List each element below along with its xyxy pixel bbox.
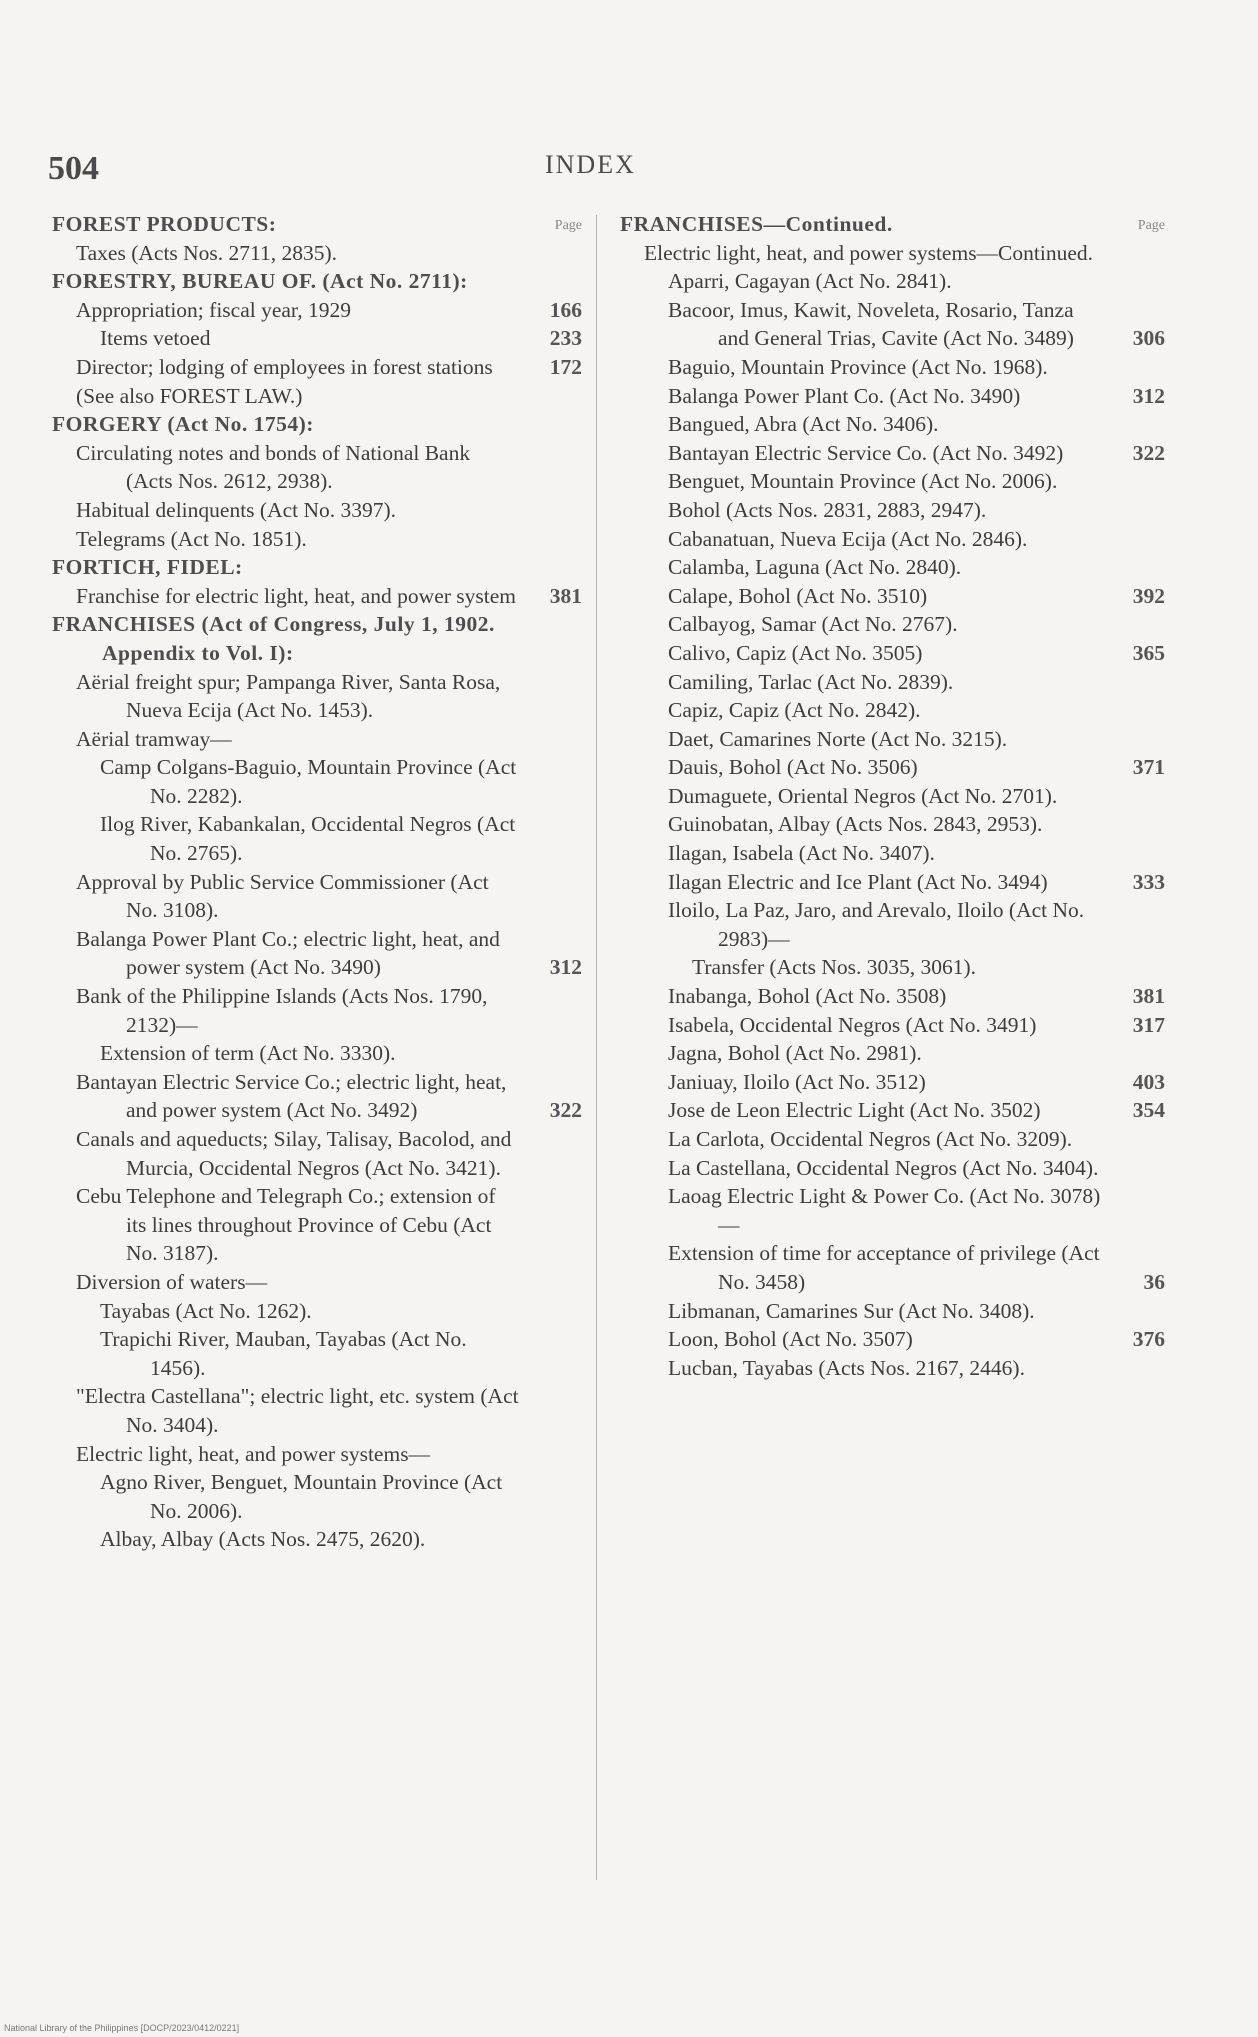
- index-entry: [52, 239, 582, 268]
- index-entry-page: 166: [549, 297, 582, 322]
- index-entry: [620, 467, 1165, 496]
- index-entry-text: Cabanatuan, Nueva Ecija (Act No. 2846).: [668, 526, 1028, 551]
- index-entry: [52, 267, 582, 296]
- index-entry-text: Balanga Power Plant Co.; electric light, heat, and power system (Act No. 3490): [76, 926, 500, 980]
- index-entry-text: Canals and aqueducts; Silay, Talisay, Bacolod, and Murcia, Occidental Negros (Act No. 3421).: [76, 1127, 512, 1180]
- index-entry: [52, 582, 582, 611]
- index-entry-text: Aërial freight spur; Pampanga River, Santa Rosa, Nueva Ecija (Act No. 1453).: [76, 669, 501, 723]
- index-entry-text: Franchise for electric light, heat, and power system: [76, 583, 517, 608]
- page-column-label: Page: [1137, 218, 1165, 233]
- index-entry: [52, 1268, 582, 1297]
- index-entry: [620, 1325, 1165, 1354]
- index-entry-text: Daet, Camarines Norte (Act No. 3215).: [668, 726, 1008, 751]
- index-entry: [52, 382, 582, 411]
- index-entry: [620, 1354, 1165, 1383]
- index-entry-text: Habitual delinquents (Act No. 3397).: [76, 497, 397, 522]
- index-entry-text: Laoag Electric Light & Power Co. (Act No. 3078)—: [668, 1184, 1101, 1237]
- index-entry-text: Libmanan, Camarines Sur (Act No. 3408).: [668, 1298, 1035, 1323]
- index-entry: [52, 210, 582, 239]
- index-entry-text: Extension of term (Act No. 3330).: [100, 1041, 396, 1066]
- index-entry-page: 312: [1132, 383, 1165, 408]
- running-head: INDEX: [545, 150, 636, 179]
- index-entry-text: Extension of time for acceptance of privilege (Act No. 3458): [668, 1241, 1100, 1294]
- index-entry-text: Approval by Public Service Commissioner (Act No. 3108).: [76, 869, 489, 923]
- index-entry-text: FRANCHISES—Continued.: [620, 212, 893, 236]
- index-entry-page: 306: [1132, 326, 1165, 351]
- index-entry-text: Isabela, Occidental Negros (Act No. 3491): [668, 1012, 1037, 1037]
- index-entry: [620, 496, 1165, 525]
- index-entry-text: Lucban, Tayabas (Acts Nos. 2167, 2446).: [668, 1355, 1025, 1380]
- index-entry-text: Jagna, Bohol (Act No. 2981).: [668, 1041, 922, 1066]
- index-entry-page: 381: [549, 583, 582, 608]
- index-entry-text: Appropriation; fiscal year, 1929: [76, 297, 351, 322]
- right-column: [620, 210, 1165, 1382]
- index-entry-text: Taxes (Acts Nos. 2711, 2835).: [76, 240, 338, 265]
- index-entry-text: Ilagan Electric and Ice Plant (Act No. 3494): [668, 869, 1048, 894]
- index-entry-text: FORGERY (Act No. 1754):: [52, 412, 314, 437]
- index-entry: [620, 267, 1165, 296]
- index-entry-text: Telegrams (Act No. 1851).: [76, 526, 307, 551]
- index-entry: [620, 696, 1165, 725]
- index-entry-text: La Castellana, Occidental Negros (Act No. 3404).: [668, 1155, 1099, 1180]
- index-entry-text: Camiling, Tarlac (Act No. 2839).: [668, 669, 954, 694]
- index-entry-page: 317: [1132, 1012, 1165, 1037]
- index-entry-text: Dumaguete, Oriental Negros (Act No. 2701).: [668, 783, 1058, 808]
- index-entry-page: 354: [1132, 1098, 1165, 1123]
- index-entry: [52, 525, 582, 554]
- index-entry-text: Janiuay, Iloilo (Act No. 3512): [668, 1069, 926, 1094]
- index-entry: [52, 439, 582, 496]
- index-entry: [52, 725, 582, 754]
- index-entry: [52, 1382, 582, 1439]
- index-entry: [620, 296, 1165, 353]
- page-column-label: Page: [554, 218, 582, 233]
- index-entry: [620, 1239, 1165, 1296]
- index-entry: [620, 210, 1165, 239]
- index-entry-page: 381: [1132, 984, 1165, 1009]
- index-entry: [52, 668, 582, 725]
- index-entry: [620, 525, 1165, 554]
- index-entry: [620, 582, 1165, 611]
- index-entry-text: Guinobatan, Albay (Acts Nos. 2843, 2953).: [668, 812, 1043, 837]
- index-entry-text: Transfer (Acts Nos. 3035, 3061).: [692, 955, 977, 980]
- index-entry-text: Agno River, Benguet, Mountain Province (Act No. 2006).: [100, 1470, 503, 1523]
- index-entry-text: Jose de Leon Electric Light (Act No. 3502): [668, 1098, 1041, 1123]
- index-entry: [620, 553, 1165, 582]
- index-entry: [620, 982, 1165, 1011]
- index-entry-text: "Electra Castellana"; electric light, etc. system (Act No. 3404).: [76, 1384, 519, 1437]
- index-entry-text: Bohol (Acts Nos. 2831, 2883, 2947).: [668, 497, 987, 522]
- index-entry: [620, 1011, 1165, 1040]
- index-entry: [620, 239, 1165, 268]
- index-entry-text: La Carlota, Occidental Negros (Act No. 3209).: [668, 1127, 1073, 1151]
- index-entry: [52, 1468, 582, 1525]
- index-entry: [52, 753, 582, 810]
- index-entry-text: Bantayan Electric Service Co.; electric light, heat, and power system (Act No. 3492): [76, 1069, 507, 1123]
- index-entry-page: 376: [1132, 1327, 1165, 1352]
- index-entry: [52, 1525, 582, 1554]
- index-entry: [620, 868, 1165, 897]
- index-entry-text: Camp Colgans-Baguio, Mountain Province (Act No. 2282).: [100, 755, 517, 808]
- index-entry-text: Iloilo, La Paz, Jaro, and Arevalo, Iloilo (Act No. 2983)—: [668, 898, 1085, 951]
- index-entry-text: Cebu Telephone and Telegraph Co.; extension of its lines throughout Province of Cebu (Act No. 3187).: [76, 1184, 496, 1266]
- index-entry-text: Tayabas (Act No. 1262).: [100, 1298, 312, 1323]
- index-entry: [620, 839, 1165, 868]
- column-divider: [596, 215, 597, 1880]
- left-column: [52, 210, 582, 1554]
- index-entry: [620, 1154, 1165, 1183]
- index-entry: [620, 810, 1165, 839]
- index-entry-text: Loon, Bohol (Act No. 3507): [668, 1327, 913, 1352]
- index-entry: [620, 610, 1165, 639]
- index-entry: [52, 1297, 582, 1326]
- index-entry-text: Bangued, Abra (Act No. 3406).: [668, 412, 939, 437]
- index-entry: [620, 1125, 1165, 1154]
- index-entry-text: Inabanga, Bohol (Act No. 3508): [668, 984, 947, 1009]
- index-entry: [620, 782, 1165, 811]
- index-entry: [52, 410, 582, 439]
- index-entry: [620, 1297, 1165, 1326]
- index-entry: [52, 925, 582, 982]
- index-entry-text: FOREST PRODUCTS:: [52, 212, 277, 236]
- index-entry: [52, 1325, 582, 1382]
- index-entry-text: Items vetoed: [100, 326, 211, 351]
- index-entry: [620, 410, 1165, 439]
- index-entry-text: Calbayog, Samar (Act No. 2767).: [668, 612, 958, 637]
- index-entry-text: Director; lodging of employees in forest stations: [76, 354, 493, 379]
- index-entry: [620, 1182, 1165, 1239]
- index-entry: [52, 296, 582, 325]
- index-entry: [620, 1096, 1165, 1125]
- index-entry-page: 365: [1132, 640, 1165, 665]
- index-entry: [52, 1440, 582, 1469]
- index-entry: [52, 1039, 582, 1068]
- page-number: 504: [48, 150, 99, 187]
- index-entry-page: 36: [1143, 1269, 1165, 1294]
- index-entry: [52, 496, 582, 525]
- index-entry: [52, 353, 582, 382]
- index-entry-page: 322: [549, 1098, 582, 1123]
- index-entry: [620, 439, 1165, 468]
- index-entry: [620, 1039, 1165, 1068]
- index-entry-page: 312: [549, 955, 582, 980]
- index-entry: [52, 1068, 582, 1125]
- index-entry: [52, 324, 582, 353]
- index-entry: [620, 668, 1165, 697]
- scan-footer: National Library of the Philippines [DOCP/2023/0412/0221]: [4, 2023, 240, 2033]
- index-entry-text: Bank of the Philippine Islands (Acts Nos. 1790, 2132)—: [76, 984, 488, 1037]
- index-entry-text: FRANCHISES (Act of Congress, July 1, 1902. Appendix to Vol. I):: [52, 612, 495, 665]
- index-entry-text: Bantayan Electric Service Co. (Act No. 3492): [668, 440, 1064, 465]
- index-entry-text: Benguet, Mountain Province (Act No. 2006).: [668, 469, 1058, 494]
- index-entry-text: Ilagan, Isabela (Act No. 3407).: [668, 841, 935, 866]
- index-entry-text: Circulating notes and bonds of National Bank (Acts Nos. 2612, 2938).: [76, 440, 471, 494]
- index-entry: [52, 810, 582, 867]
- index-entry: [620, 353, 1165, 382]
- index-entry-text: Diversion of waters—: [76, 1269, 268, 1294]
- index-entry-text: FORESTRY, BUREAU OF. (Act No. 2711):: [52, 269, 468, 294]
- index-entry: [52, 610, 582, 667]
- index-entry-page: 172: [549, 354, 582, 379]
- index-entry-text: FORTICH, FIDEL:: [52, 555, 243, 580]
- index-entry-page: 333: [1132, 869, 1165, 894]
- index-entry-text: Ilog River, Kabankalan, Occidental Negros (Act No. 2765).: [100, 812, 516, 866]
- index-entry: [620, 753, 1165, 782]
- index-entry-text: Aparri, Cagayan (Act No. 2841).: [668, 269, 952, 294]
- index-entry: [52, 553, 582, 582]
- index-entry: [52, 868, 582, 925]
- index-entry-text: Calamba, Laguna (Act No. 2840).: [668, 555, 962, 580]
- index-entry-page: 392: [1132, 583, 1165, 608]
- index-entry: [52, 1182, 582, 1268]
- index-entry-text: Balanga Power Plant Co. (Act No. 3490): [668, 383, 1021, 408]
- index-entry-text: Albay, Albay (Acts Nos. 2475, 2620).: [100, 1527, 426, 1552]
- index-entry: [52, 982, 582, 1039]
- index-entry-text: Aërial tramway—: [76, 726, 232, 751]
- index-entry-text: Electric light, heat, and power systems—: [76, 1441, 431, 1466]
- index-entry-text: Calape, Bohol (Act No. 3510): [668, 583, 928, 608]
- index-entry: [620, 953, 1165, 982]
- index-entry: [620, 1068, 1165, 1097]
- index-entry-text: Electric light, heat, and power systems—Continued.: [644, 240, 1094, 265]
- index-entry-page: 322: [1132, 440, 1165, 465]
- index-entry: [620, 896, 1165, 953]
- index-entry-text: (See also FOREST LAW.): [76, 383, 303, 408]
- index-entry-text: Dauis, Bohol (Act No. 3506): [668, 755, 918, 780]
- index-entry: [620, 382, 1165, 411]
- index-entry: [52, 1125, 582, 1182]
- index-entry-text: Calivo, Capiz (Act No. 3505): [668, 640, 923, 665]
- index-entry-text: Capiz, Capiz (Act No. 2842).: [668, 698, 921, 723]
- index-entry-text: Trapichi River, Mauban, Tayabas (Act No. 1456).: [100, 1327, 467, 1380]
- index-entry-page: 233: [549, 326, 582, 351]
- index-entry: [620, 725, 1165, 754]
- index-entry-text: Baguio, Mountain Province (Act No. 1968).: [668, 354, 1048, 379]
- index-entry-page: 403: [1132, 1069, 1165, 1094]
- index-entry: [620, 639, 1165, 668]
- index-entry-page: 371: [1132, 755, 1165, 780]
- index-entry-text: Bacoor, Imus, Kawit, Noveleta, Rosario, Tanza and General Trias, Cavite (Act No. 3489): [668, 297, 1074, 351]
